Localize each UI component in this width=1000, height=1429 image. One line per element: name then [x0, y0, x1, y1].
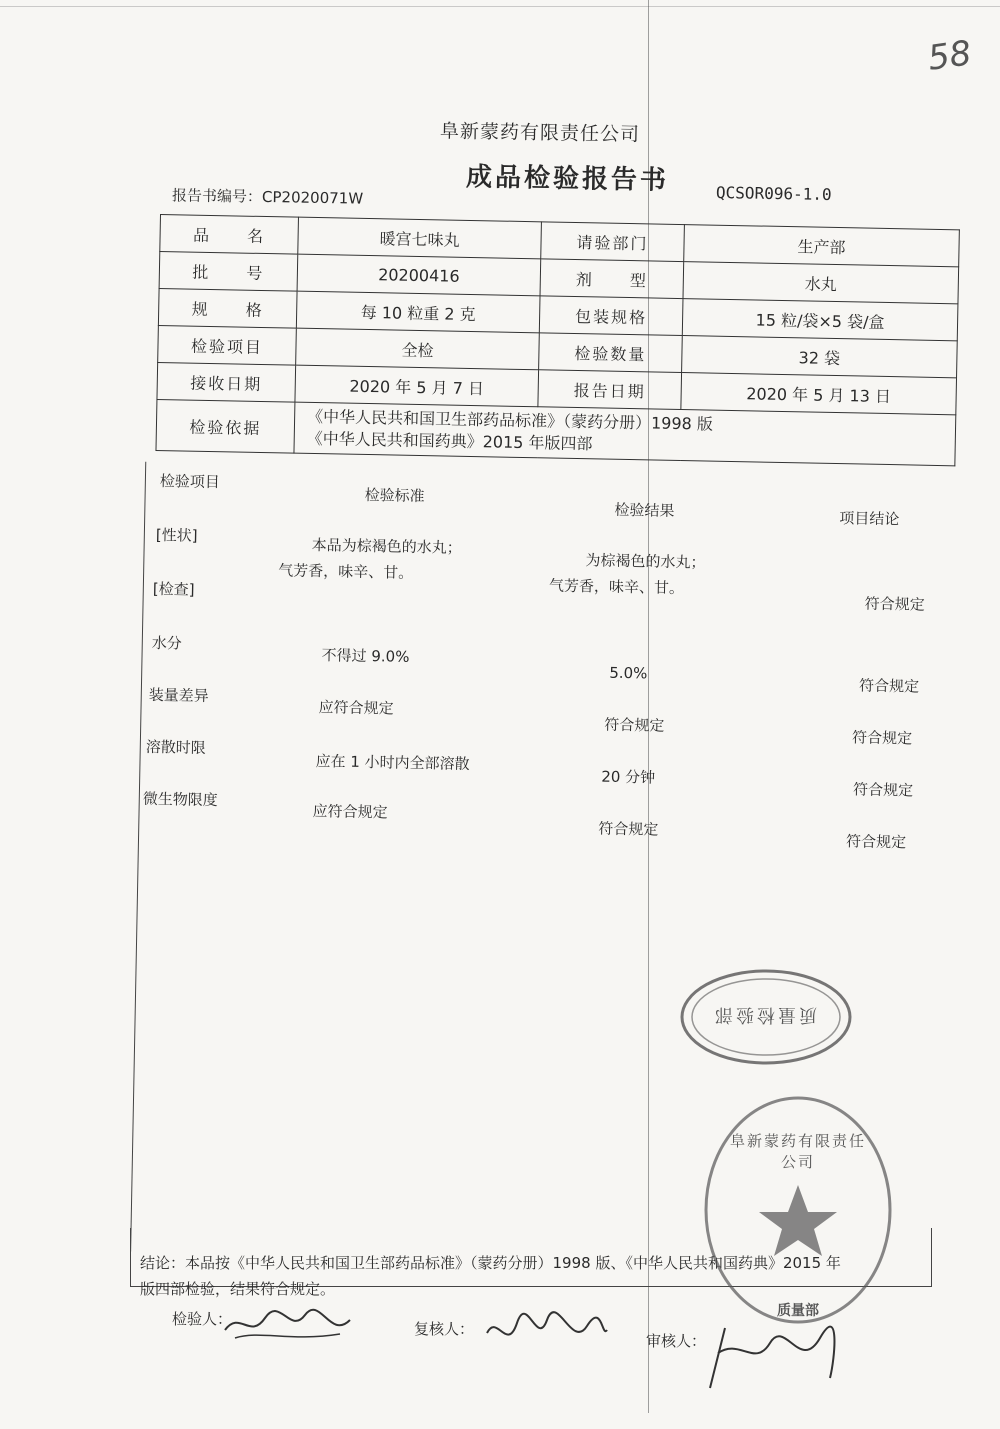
handwritten-page-number: 58 [925, 33, 974, 79]
results-left-border [130, 462, 146, 1252]
row-item: 水分 [151, 633, 182, 653]
character-result-2: 气芳香，味辛、甘。 [548, 576, 685, 598]
row-item: 装量差异 [148, 685, 209, 706]
qty-value: 32 袋 [682, 336, 958, 378]
company-stamp-text: 阜新蒙药有限责任公司 [729, 1132, 866, 1171]
reviewer-signature [482, 1308, 612, 1358]
character-standard-1: 本品为棕褐色的水丸； [311, 535, 462, 557]
section-check: [检查] [152, 579, 195, 599]
package-value: 15 粒/袋×5 袋/盒 [682, 299, 958, 341]
character-conclusion: 符合规定 [864, 594, 925, 614]
inspector-label: 检验人： [172, 1310, 233, 1328]
batch-value: 20200416 [297, 254, 541, 296]
stamp-circle-icon [698, 1090, 898, 1330]
qty-label: 检验数量 [539, 333, 683, 373]
company-name: 阜新蒙药有限责任公司 [439, 120, 641, 146]
row-standard: 不得过 9.0% [321, 646, 410, 666]
conclusion-line-2: 版四部检验，结果符合规定。 [140, 1280, 336, 1298]
package-label: 包装规格 [539, 296, 683, 336]
row-result: 20 分钟 [601, 767, 656, 787]
qc-stamp [676, 965, 856, 1074]
company-stamp-sub: 质量部 [777, 1303, 819, 1319]
report-date-label: 报告日期 [538, 370, 682, 410]
conclusion-line-1: 结论：本品按《中华人民共和国卫生部药品标准》（蒙药分册）1998 版、《中华人民共和国药典》2015 年 [140, 1254, 841, 1272]
row-result: 5.0% [609, 663, 648, 683]
basis-line-1: 《中华人民共和国卫生部药品标准》（蒙药分册）1998 版 [306, 406, 714, 434]
dosage-label: 剂 型 [540, 259, 684, 299]
basis-line-2: 《中华人民共和国药典》2015 年版四部 [306, 428, 593, 454]
received-value: 2020 年 5 月 7 日 [295, 365, 539, 407]
info-table [155, 214, 959, 466]
row-standard: 应在 1 小时内全部溶散 [315, 752, 470, 774]
spec-value: 每 10 粒重 2 克 [296, 291, 540, 333]
row-conclusion: 符合规定 [845, 832, 907, 852]
qc-stamp-text: 质量检验部 [712, 1004, 817, 1025]
header-item: 检验项目 [159, 472, 221, 492]
row-result: 符合规定 [604, 715, 665, 735]
row-standard: 应符合规定 [318, 698, 394, 718]
item-value: 全检 [296, 328, 540, 370]
reviewer-label: 复核人： [414, 1320, 475, 1338]
name-label: 品 名 [160, 215, 299, 255]
row-item: 溶散时限 [145, 737, 206, 757]
spec-label: 规 格 [158, 288, 297, 328]
character-standard-2: 气芳香，味辛、甘。 [278, 561, 414, 582]
report-date-value: 2020 年 5 月 13 日 [681, 373, 957, 415]
section-character: [性状] [155, 525, 198, 545]
company-stamp [698, 1090, 898, 1334]
report-number: 报告书编号：CP2020071W [171, 186, 364, 208]
report-title: 成品检验报告书 [465, 162, 670, 196]
batch-label: 批 号 [159, 252, 298, 292]
row-conclusion: 符合规定 [852, 780, 914, 800]
basis-label: 检验依据 [156, 399, 295, 453]
name-value: 暖宫七味丸 [298, 217, 542, 259]
dept-label: 请验部门 [541, 222, 685, 262]
row-result: 符合规定 [598, 819, 659, 839]
row-conclusion: 符合规定 [858, 676, 920, 696]
header-conclusion: 项目结论 [839, 509, 900, 529]
row-standard: 应符合规定 [312, 802, 388, 822]
item-label: 检验项目 [158, 325, 297, 365]
dept-value: 生产部 [684, 225, 960, 267]
character-result-1: 为棕褐色的水丸； [585, 551, 706, 572]
approver-label: 审核人： [646, 1332, 707, 1350]
row-conclusion: 符合规定 [851, 728, 913, 748]
header-standard: 检验标准 [364, 485, 425, 506]
form-code: QCSOR096-1.0 [715, 182, 832, 205]
header-result: 检验结果 [614, 500, 675, 520]
row-item: 微生物限度 [142, 789, 218, 810]
dosage-value: 水丸 [683, 262, 959, 304]
received-label: 接收日期 [157, 362, 296, 402]
inspector-signature [220, 1300, 360, 1350]
